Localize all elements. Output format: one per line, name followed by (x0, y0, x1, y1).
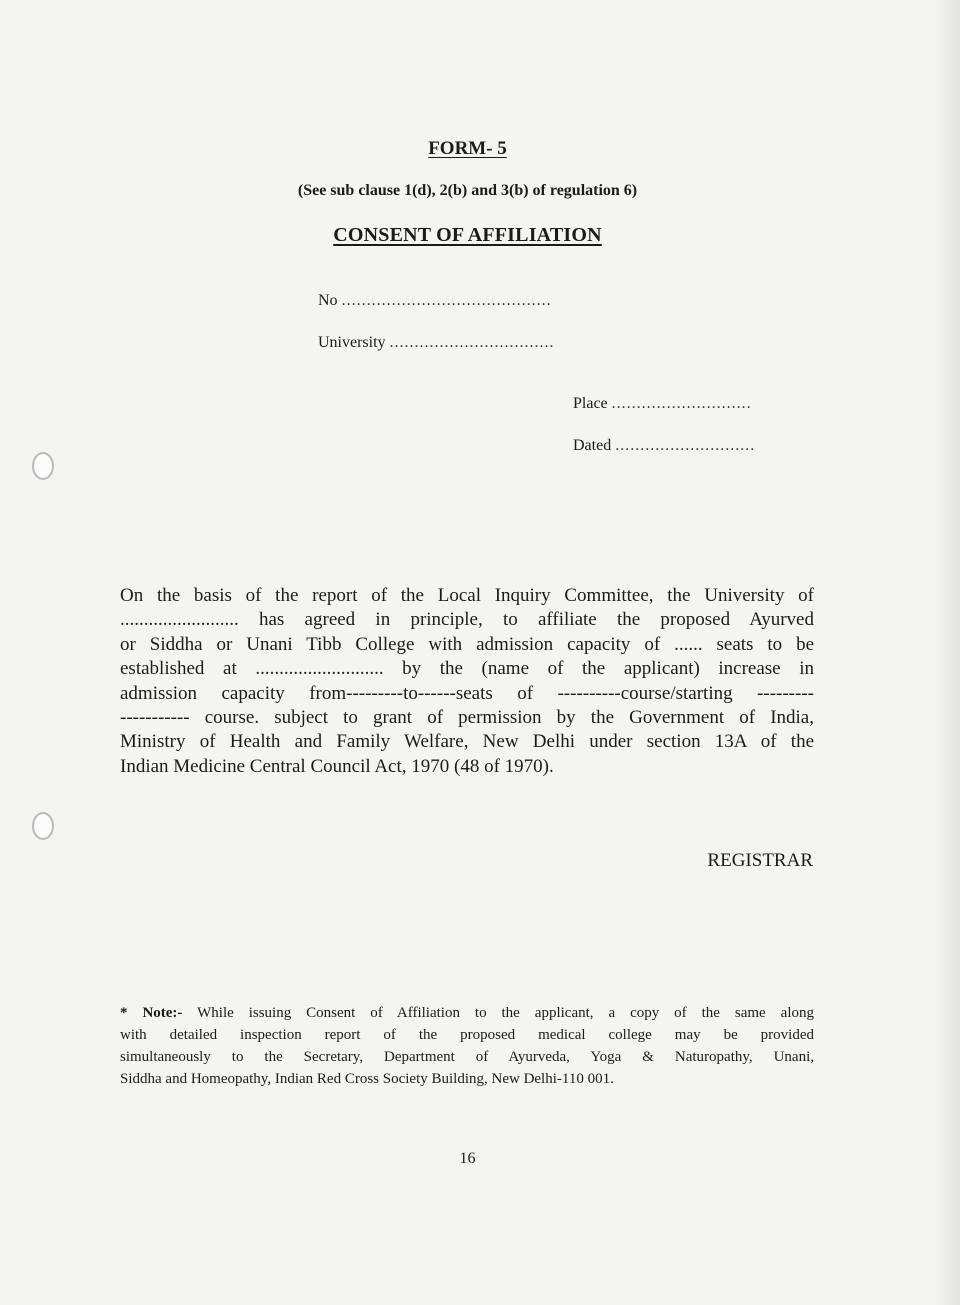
place-field (573, 395, 752, 413)
university-label: University (318, 334, 386, 351)
number-label: No (318, 292, 338, 309)
note-prefix: * Note:- (120, 1005, 183, 1021)
dated-label: Dated (573, 437, 612, 454)
place-blank: ............................ (611, 395, 752, 412)
university-field (318, 334, 555, 352)
number-field (318, 292, 552, 310)
registrar-signature-label: REGISTRAR (707, 850, 813, 871)
paragraph-line: On the basis of the report of the Local Inquiry Committee, the University of (120, 585, 814, 606)
punch-hole-top (32, 452, 54, 480)
paragraph-line: or Siddha or Unani Tibb College with admission capacity of ...... seats to be (120, 633, 814, 655)
punch-hole-bottom (32, 812, 54, 840)
consent-paragraph (120, 584, 814, 779)
regulation-reference: (See sub clause 1(d), 2(b) and 3(b) of regulation 6) (297, 182, 638, 199)
paragraph-line: Ministry of Health and Family Welfare, New Delhi under section 13A of the (120, 731, 814, 753)
paragraph-line: established at ........................... by the (name of the applicant) increase in (120, 658, 814, 680)
number-blank: .......................................... (341, 292, 552, 309)
paragraph-line: ----------- course. subject to grant of permission by the Government of India, (120, 707, 814, 729)
page-edge-shadow (934, 0, 960, 1305)
university-blank: ................................. (389, 334, 555, 351)
note-line: Siddha and Homeopathy, Indian Red Cross Society Building, New Delhi-110 001. (120, 1071, 614, 1087)
document-heading: CONSENT OF AFFILIATION (333, 224, 602, 246)
note-line: with detailed inspection report of the proposed medical college may be provided (120, 1027, 814, 1043)
paragraph-line: ......................... has agreed in principle, to affiliate the proposed Ayurved (120, 609, 814, 631)
note-line (120, 1002, 814, 1024)
place-label: Place (573, 395, 608, 412)
note-line: simultaneously to the Secretary, Department of Ayurveda, Yoga & Naturopathy, Unani, (120, 1049, 814, 1065)
form-title: FORM- 5 (428, 138, 507, 159)
paragraph-line: Indian Medicine Central Council Act, 1970 (48 of 1970). (120, 755, 554, 777)
note-line-text: While issuing Consent of Affiliation to the applicant, a copy of the same along (182, 1005, 814, 1021)
note-block (120, 1002, 814, 1090)
paragraph-line: admission capacity from---------to------seats of ----------course/starting --------- (120, 682, 814, 704)
dated-blank: ............................ (615, 437, 756, 454)
dated-field (573, 437, 755, 455)
page-number: 16 (459, 1150, 476, 1167)
